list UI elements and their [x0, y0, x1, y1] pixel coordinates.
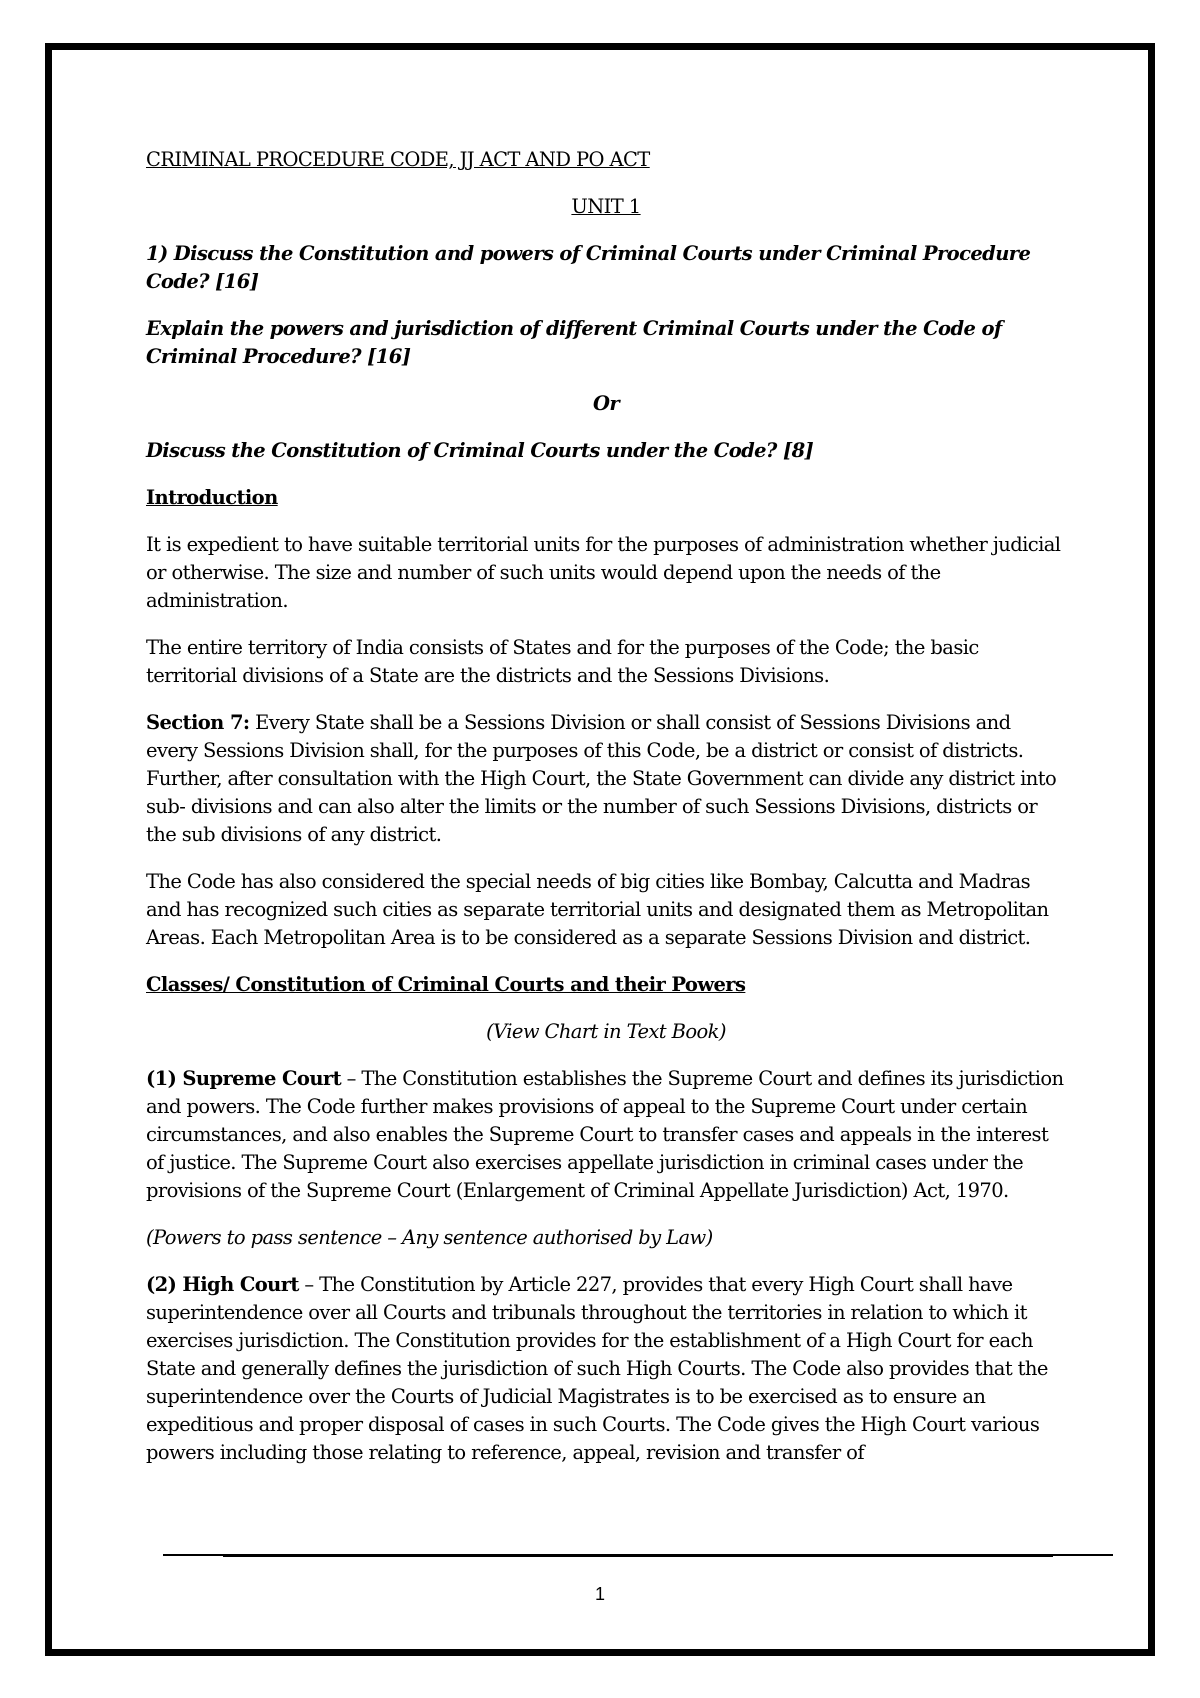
high-court-label: (2) High Court — [146, 1273, 299, 1296]
unit-title: UNIT 1 — [571, 195, 641, 218]
document-body — [146, 146, 1066, 1486]
footer-divider — [163, 1554, 1113, 1556]
high-court-text: – The Constitution by Article 227, provides that every High Court shall have superintendence over all Courts and tribunals throughout the territories in relation to which it exercises jurisdiction. The Constitution provides for the establishment of a High Court for each State and generally defines the jurisdiction of such High Courts. The Code also provides that the superintendence over the Courts of Judicial Magistrates is to be exercised as to ensure an expeditious and proper disposal of cases in such Courts. The Code gives the High Court various powers including those relating to reference, appeal, revision and transfer of — [146, 1273, 1048, 1464]
classes-heading: Classes/ Constitution of Criminal Courts and their Powers — [146, 973, 746, 996]
question-1: 1) Discuss the Constitution and powers of Criminal Courts under Criminal Procedure Code? [16] — [146, 242, 1031, 293]
intro-paragraph: It is expedient to have suitable territorial units for the purposes of administration whether judicial or otherwise. The size and number of such units would depend upon the needs of the administration. — [146, 533, 1061, 612]
chart-note: (View Chart in Text Book) — [486, 1020, 726, 1043]
question-2: Explain the powers and jurisdiction of different Criminal Courts under the Code of Criminal Procedure? [16] — [146, 317, 1002, 368]
document-title: CRIMINAL PROCEDURE CODE, JJ ACT AND PO ACT — [146, 148, 650, 171]
introduction-heading: Introduction — [146, 486, 278, 509]
page-number: 1 — [594, 1584, 605, 1604]
supreme-court-paragraph — [146, 1065, 1066, 1205]
intro-paragraph: The entire territory of India consists of States and for the purposes of the Code; the basic territorial divisions of a State are the districts and the Sessions Divisions. — [146, 636, 979, 687]
section-7-label: Section 7: — [146, 711, 250, 734]
question-3: Discuss the Constitution of Criminal Courts under the Code? [8] — [146, 439, 814, 462]
section-7-paragraph — [146, 709, 1066, 849]
supreme-court-label: (1) Supreme Court — [146, 1067, 341, 1090]
section-7-text: Every State shall be a Sessions Division or shall consist of Sessions Divisions and every Sessions Division shall, for the purposes of this Code, be a district or consist of districts. Further, after consultation with the High Court, the State Government can divide any district into sub- divisions and can also alter the limits or the number of such Sessions Divisions, districts or the sub divisions of any district. — [146, 711, 1057, 846]
high-court-paragraph — [146, 1271, 1066, 1467]
metropolitan-paragraph: The Code has also considered the special needs of big cities like Bombay, Calcutta and Madras and has recognized such cities as separate territorial units and designated them as Metropolitan Areas. Each Metropolitan Area is to be considered as a separate Sessions Division and district. — [146, 870, 1049, 949]
supreme-court-text: – The Constitution establishes the Supreme Court and defines its jurisdiction and powers. The Code further makes provisions of appeal to the Supreme Court under certain circumstances, and also enables the Supreme Court to transfer cases and appeals in the interest of justice. The Supreme Court also exercises appellate jurisdiction in criminal cases under the provisions of the Supreme Court (Enlargement of Criminal Appellate Jurisdiction) Act, 1970. — [146, 1067, 1064, 1202]
question-or: Or — [592, 392, 620, 415]
sentence-note: (Powers to pass sentence – Any sentence authorised by Law) — [146, 1226, 713, 1249]
